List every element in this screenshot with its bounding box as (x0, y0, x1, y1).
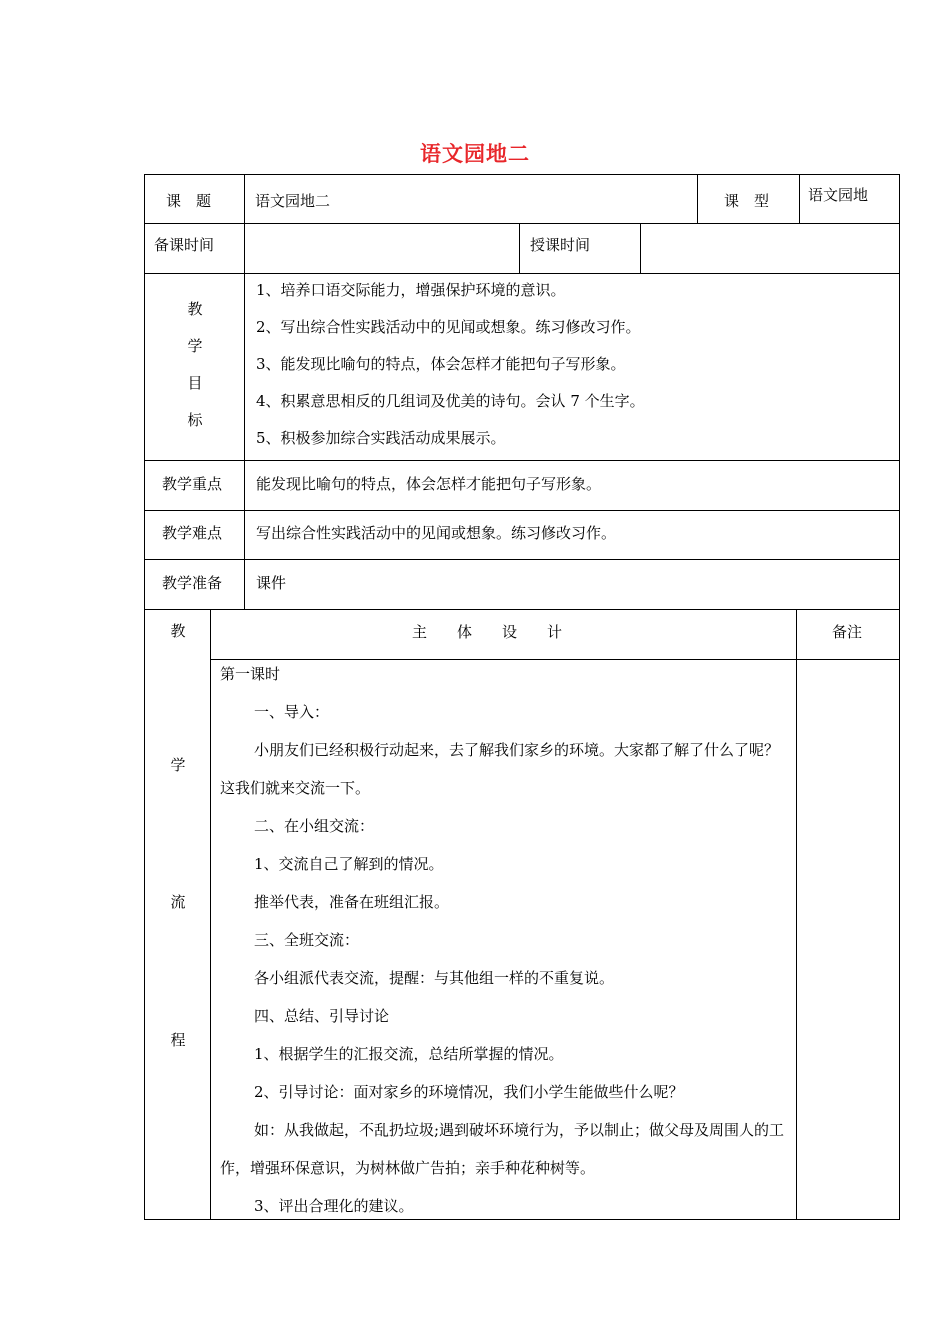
col-divider (640, 223, 641, 273)
process-line: 四、总结、引导讨论 (254, 1007, 390, 1025)
process-body (220, 655, 790, 1225)
goals-label-char: 教 (187, 300, 203, 318)
process-label-char: 流 (170, 893, 186, 911)
key-point-label: 教学重点 (162, 475, 223, 493)
notes-header: 备注 (832, 623, 863, 641)
preparation-value: 课件 (256, 574, 287, 592)
document-title: 语文园地二 (420, 141, 530, 166)
goal-item: 1、培养口语交际能力，增强保护环境的意识。 (256, 281, 566, 299)
row-divider (144, 609, 900, 610)
goal-item: 4、积累意思相反的几组词及优美的诗句。会认 7 个生字。 (256, 392, 645, 410)
topic-value: 语文园地二 (255, 192, 331, 210)
goal-item: 2、写出综合性实践活动中的见闻或想象。练习修改习作。 (256, 318, 641, 336)
goals-label-char: 标 (187, 411, 203, 429)
row-divider (144, 559, 900, 560)
row-divider (144, 223, 900, 224)
col-divider (244, 174, 245, 609)
goals-label-char: 目 (187, 374, 203, 392)
process-line: 一、导入： (254, 703, 330, 721)
col-divider (796, 609, 797, 1220)
process-line: 1、根据学生的汇报交流，总结所掌握的情况。 (254, 1045, 564, 1063)
type-label: 课 型 (724, 192, 770, 210)
process-line: 如：从我做起，不乱扔垃圾;遇到破坏环境行为，予以制止；做父母及周围人的工作，增强环保意识，为树林做广告拍；亲手种花种树等。 (220, 1121, 785, 1177)
process-line: 二、在小组交流： (254, 817, 375, 835)
teach-time-label: 授课时间 (530, 236, 591, 254)
goal-item: 3、能发现比喻句的特点，体会怎样才能把句子写形象。 (256, 355, 626, 373)
process-label-char: 学 (170, 756, 186, 774)
difficulty-value: 写出综合性实践活动中的见闻或想象。练习修改习作。 (256, 524, 617, 542)
process-line: 3、评出合理化的建议。 (254, 1197, 414, 1215)
goal-item: 5、积极参加综合实践活动成果展示。 (256, 429, 506, 447)
process-line: 第一课时 (220, 665, 281, 683)
col-divider (697, 174, 698, 223)
process-line: 小朋友们已经积极行动起来，去了解我们家乡的环境。大家都了解了什么了呢？这我们就来交流一下。 (220, 741, 780, 797)
col-divider (799, 174, 800, 223)
main-design-header: 主 体 设 计 (412, 623, 563, 641)
row-divider (144, 460, 900, 461)
col-divider (519, 223, 520, 273)
preparation-label: 教学准备 (162, 574, 223, 592)
key-point-value: 能发现比喻句的特点，体会怎样才能把句子写形象。 (256, 475, 602, 493)
type-value: 语文园地 (808, 186, 869, 204)
goals-label-char: 学 (187, 337, 203, 355)
row-divider (144, 273, 900, 274)
prep-time-label: 备课时间 (154, 236, 215, 254)
row-divider (144, 510, 900, 511)
process-label-char: 教 (170, 622, 186, 640)
process-line: 1、交流自己了解到的情况。 (254, 855, 444, 873)
topic-label: 课 题 (166, 192, 212, 210)
process-line: 推举代表，准备在班组汇报。 (254, 893, 450, 911)
difficulty-label: 教学难点 (162, 524, 223, 542)
process-line: 三、全班交流： (254, 931, 360, 949)
process-label-char: 程 (170, 1031, 186, 1049)
process-line: 2、引导讨论：面对家乡的环境情况，我们小学生能做些什么呢？ (254, 1083, 684, 1101)
process-line: 各小组派代表交流，提醒：与其他组一样的不重复说。 (254, 969, 615, 987)
col-divider (210, 609, 211, 1220)
